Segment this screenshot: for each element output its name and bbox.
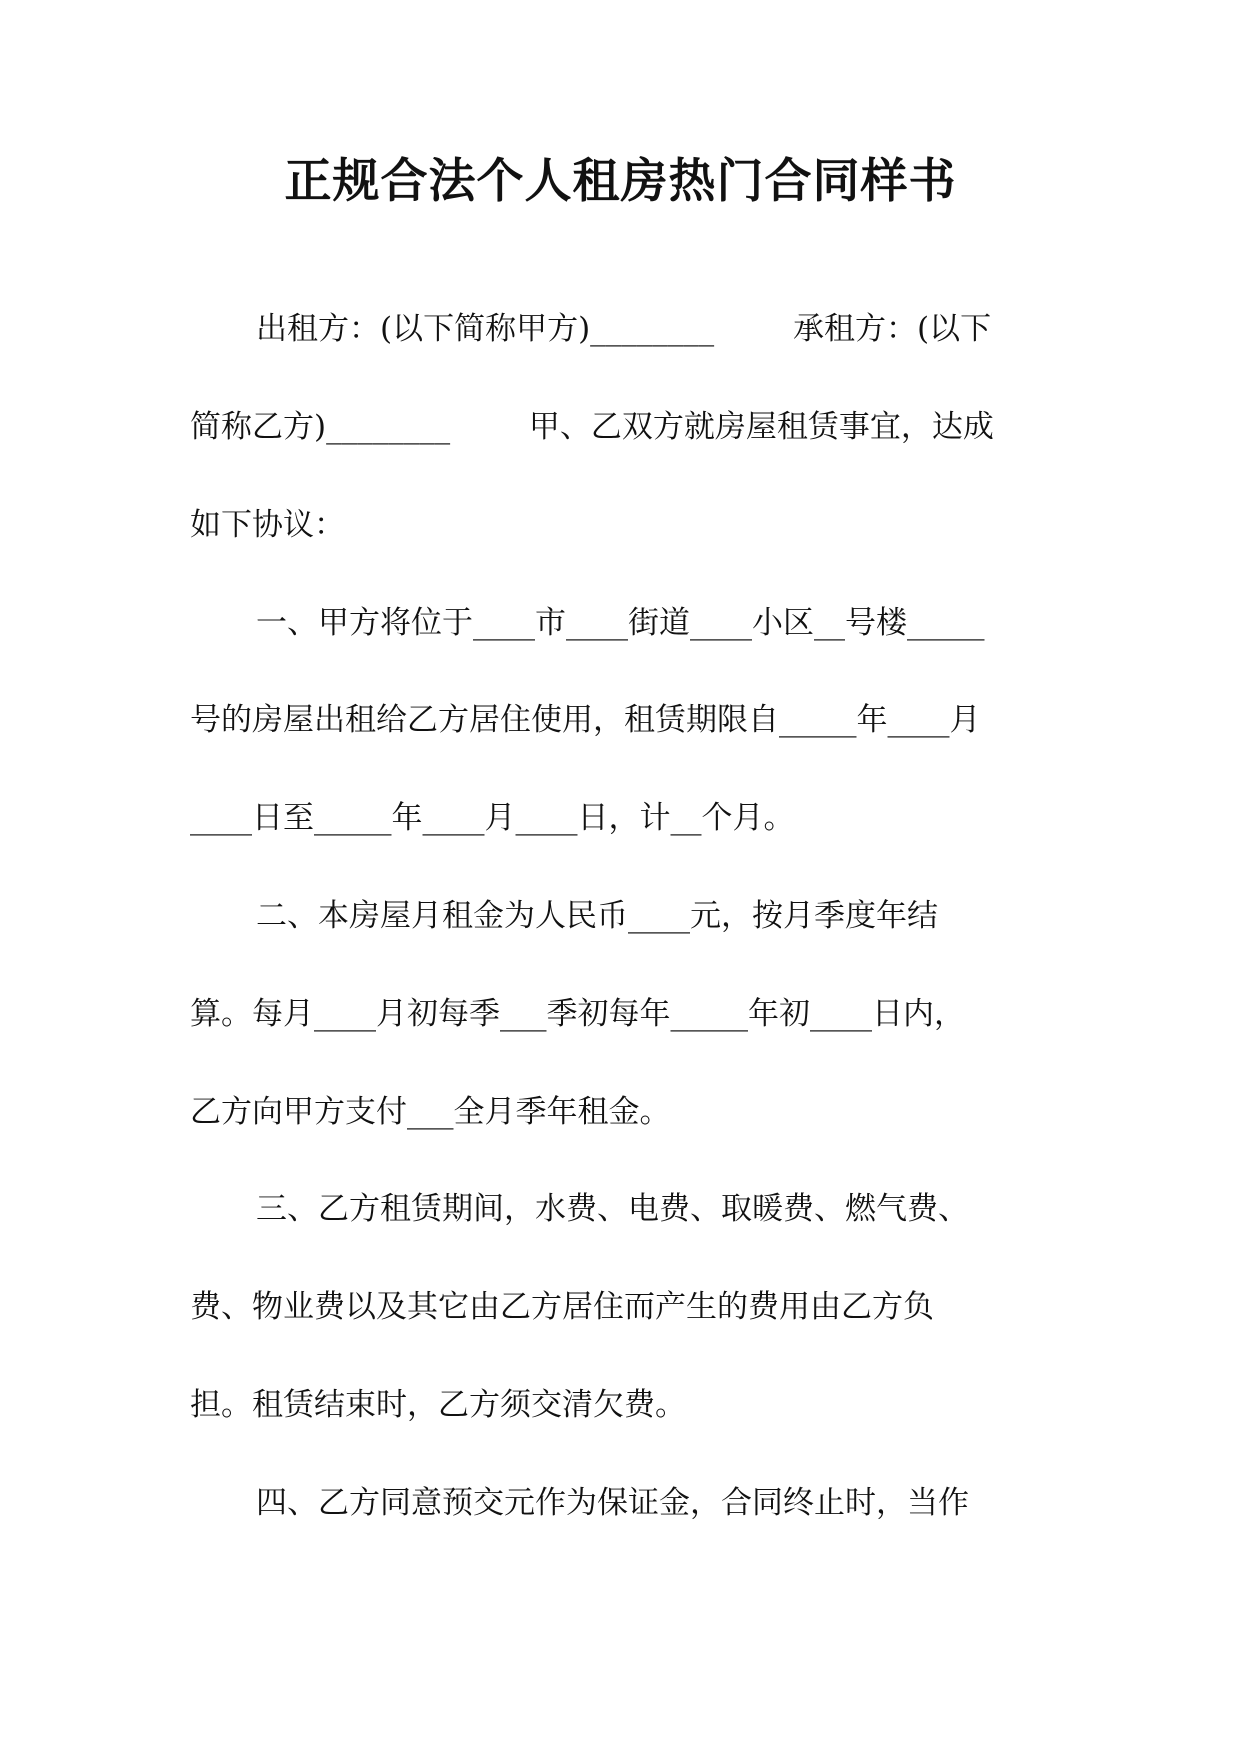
- clause-4-line-1: 四、乙方同意预交元作为保证金，合同终止时，当作: [256, 1485, 969, 1521]
- clause-1-line-3: ____日至_____年____月____日，计__个月。: [190, 800, 795, 836]
- clause-3-line-1: 三、乙方租赁期间，水费、电费、取暖费、燃气费、: [256, 1191, 969, 1227]
- clause-2-line-2: 算。每月____月初每季___季初每年_____年初____日内，: [190, 996, 965, 1032]
- paragraph-parties-line-3: 如下协议：: [190, 507, 345, 543]
- paragraph-parties-line-1: 出租方：(以下简称甲方)________ 承租方：(以下: [256, 311, 992, 347]
- clause-3-line-3: 担。租赁结束时，乙方须交清欠费。: [190, 1387, 686, 1423]
- clause-2-line-3: 乙方向甲方支付___全月季年租金。: [190, 1094, 671, 1130]
- clause-1-line-1: 一、甲方将位于____市____街道____小区__号楼_____: [256, 605, 985, 641]
- clause-3-line-2: 费、物业费以及其它由乙方居住而产生的费用由乙方负: [190, 1289, 934, 1325]
- clause-1-line-2: 号的房屋出租给乙方居住使用，租赁期限自_____年____月: [190, 702, 981, 738]
- document-title: 正规合法个人租房热门合同样书: [284, 154, 957, 209]
- paragraph-parties-line-2: 简称乙方)________ 甲、乙双方就房屋租赁事宜，达成: [190, 409, 994, 445]
- clause-2-line-1: 二、本房屋月租金为人民币____元，按月季度年结: [256, 898, 938, 934]
